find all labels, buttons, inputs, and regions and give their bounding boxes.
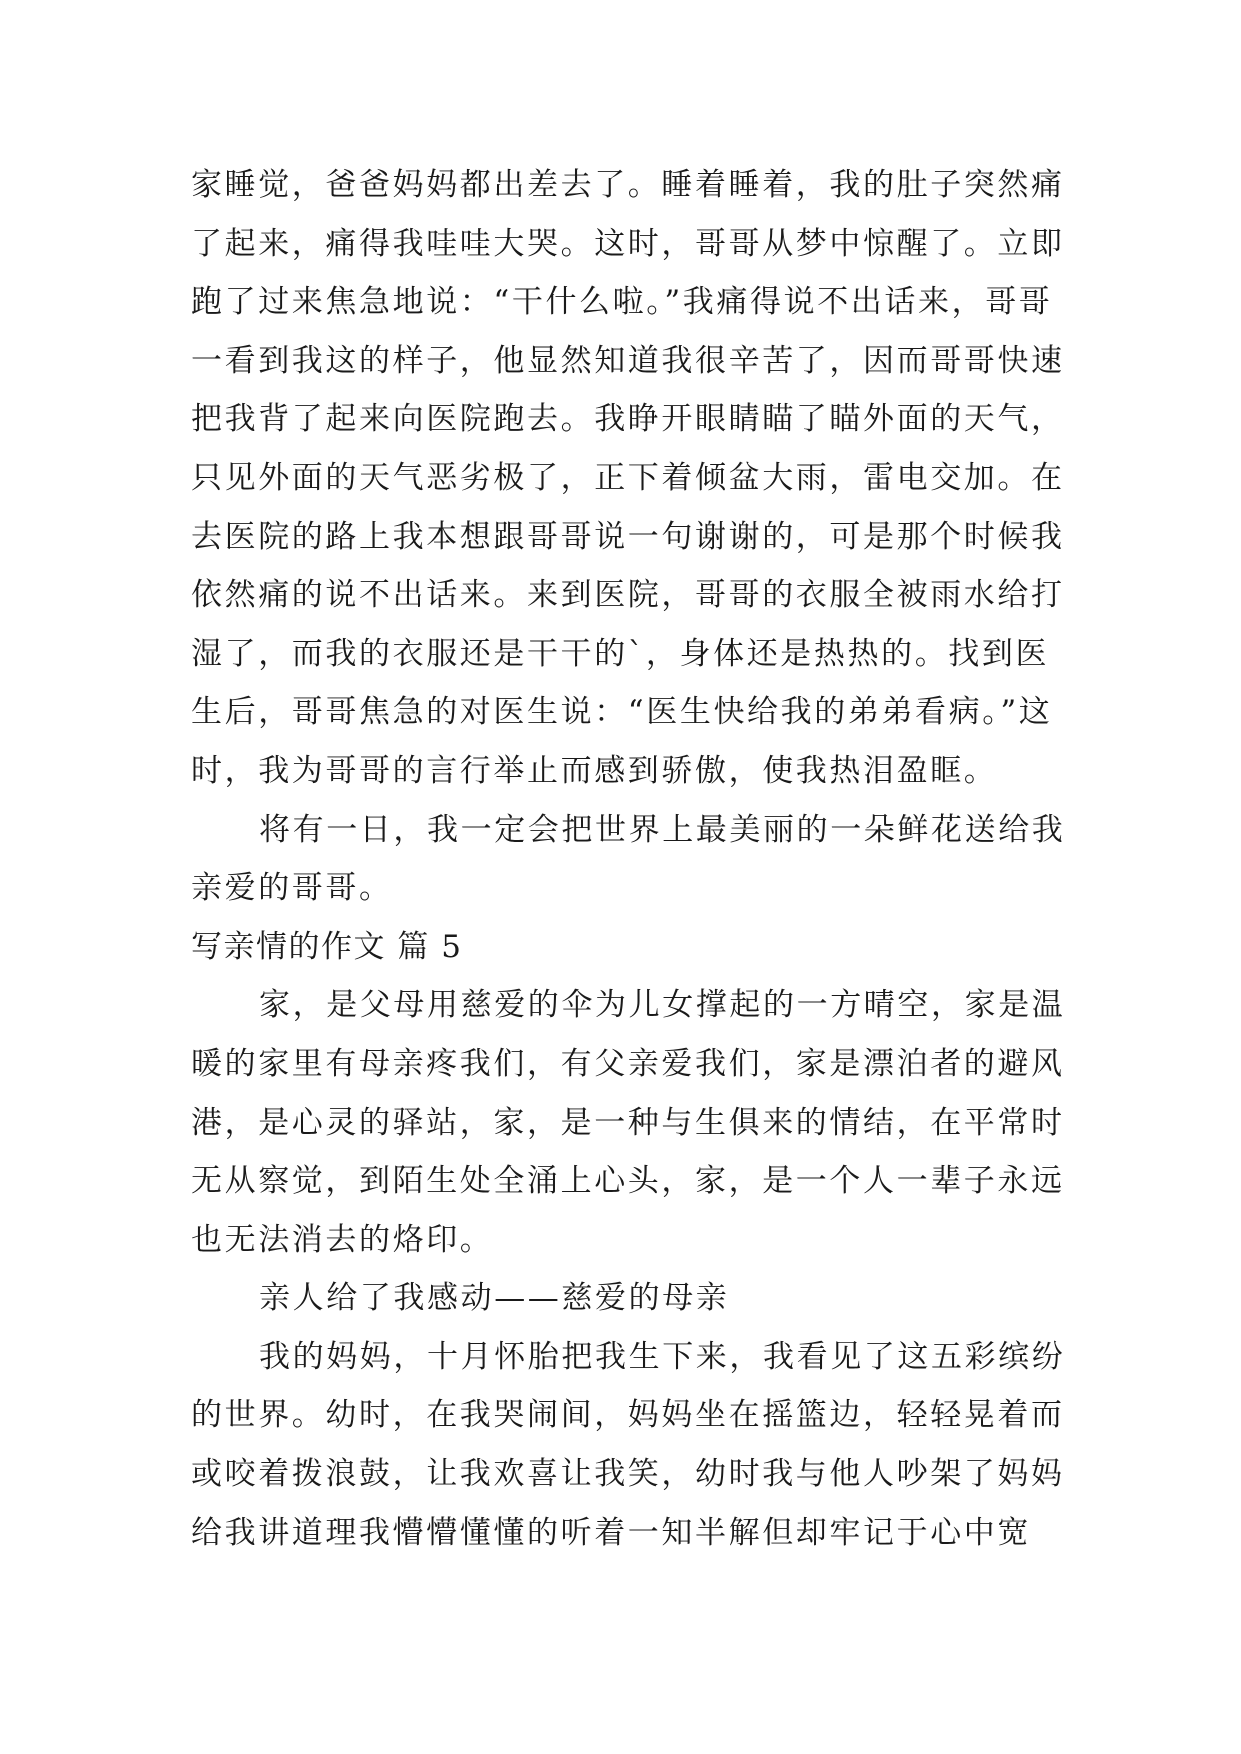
document-body (191, 156, 1066, 1562)
text-line: 时，我为哥哥的言行举止而感到骄傲，使我热泪盈眶。 (191, 752, 998, 789)
text-line: 港，是心灵的驿站，家，是一种与生俱来的情结，在平常时 (191, 1104, 1065, 1141)
text-line: 也无法消去的烙印。 (191, 1221, 494, 1258)
paragraph-first-line: 我的妈妈，十月怀胎把我生下来，我看见了这五彩缤纷 (259, 1338, 1066, 1375)
subheading-line: 亲人给了我感动——慈爱的母亲 (259, 1280, 730, 1317)
text-line: 或咬着拨浪鼓，让我欢喜让我笑，幼时我与他人吵架了妈妈 (191, 1456, 1065, 1493)
section-heading: 写亲情的作文 篇 5 (191, 928, 463, 965)
text-line: 的世界。幼时，在我哭闹间，妈妈坐在摇篮边，轻轻晃着而 (191, 1397, 1065, 1434)
text-line: 了起来，痛得我哇哇大哭。这时，哥哥从梦中惊醒了。立即 (191, 225, 1065, 262)
text-line: 跑了过来焦急地说：“干什么啦。”我痛得说不出话来，哥哥 (191, 284, 1053, 321)
text-line: 亲爱的哥哥。 (191, 870, 393, 907)
text-line: 依然痛的说不出话来。来到医院，哥哥的衣服全被雨水给打 (191, 577, 1065, 614)
text-line: 湿了，而我的衣服还是干干的`，身体还是热热的。找到医 (191, 635, 1050, 672)
text-line: 去医院的路上我本想跟哥哥说一句谢谢的，可是那个时候我 (191, 518, 1065, 555)
text-line: 家睡觉，爸爸妈妈都出差去了。睡着睡着，我的肚子突然痛 (191, 167, 1065, 203)
text-line: 给我讲道理我懵懵懂懂的听着一知半解但却牢记于心中宽 (191, 1514, 1031, 1551)
text-line: 生后，哥哥焦急的对医生说：“医生快给我的弟弟看病。”这 (191, 694, 1053, 731)
paragraph-first-line: 将有一日，我一定会把世界上最美丽的一朵鲜花送给我 (259, 811, 1066, 848)
text-line: 一看到我这的样子，他显然知道我很辛苦了，因而哥哥快速 (191, 342, 1065, 379)
text-line: 暖的家里有母亲疼我们，有父亲爱我们，家是漂泊者的避风 (191, 1045, 1065, 1082)
text-line: 把我背了起来向医院跑去。我睁开眼睛瞄了瞄外面的天气， (191, 401, 1065, 438)
paragraph-first-line: 家，是父母用慈爱的伞为儿女撑起的一方晴空，家是温 (259, 987, 1066, 1024)
text-line: 无从察觉，到陌生处全涌上心头，家，是一个人一辈子永远 (191, 1163, 1065, 1200)
text-line: 只见外面的天气恶劣极了，正下着倾盆大雨，雷电交加。在 (191, 459, 1065, 496)
